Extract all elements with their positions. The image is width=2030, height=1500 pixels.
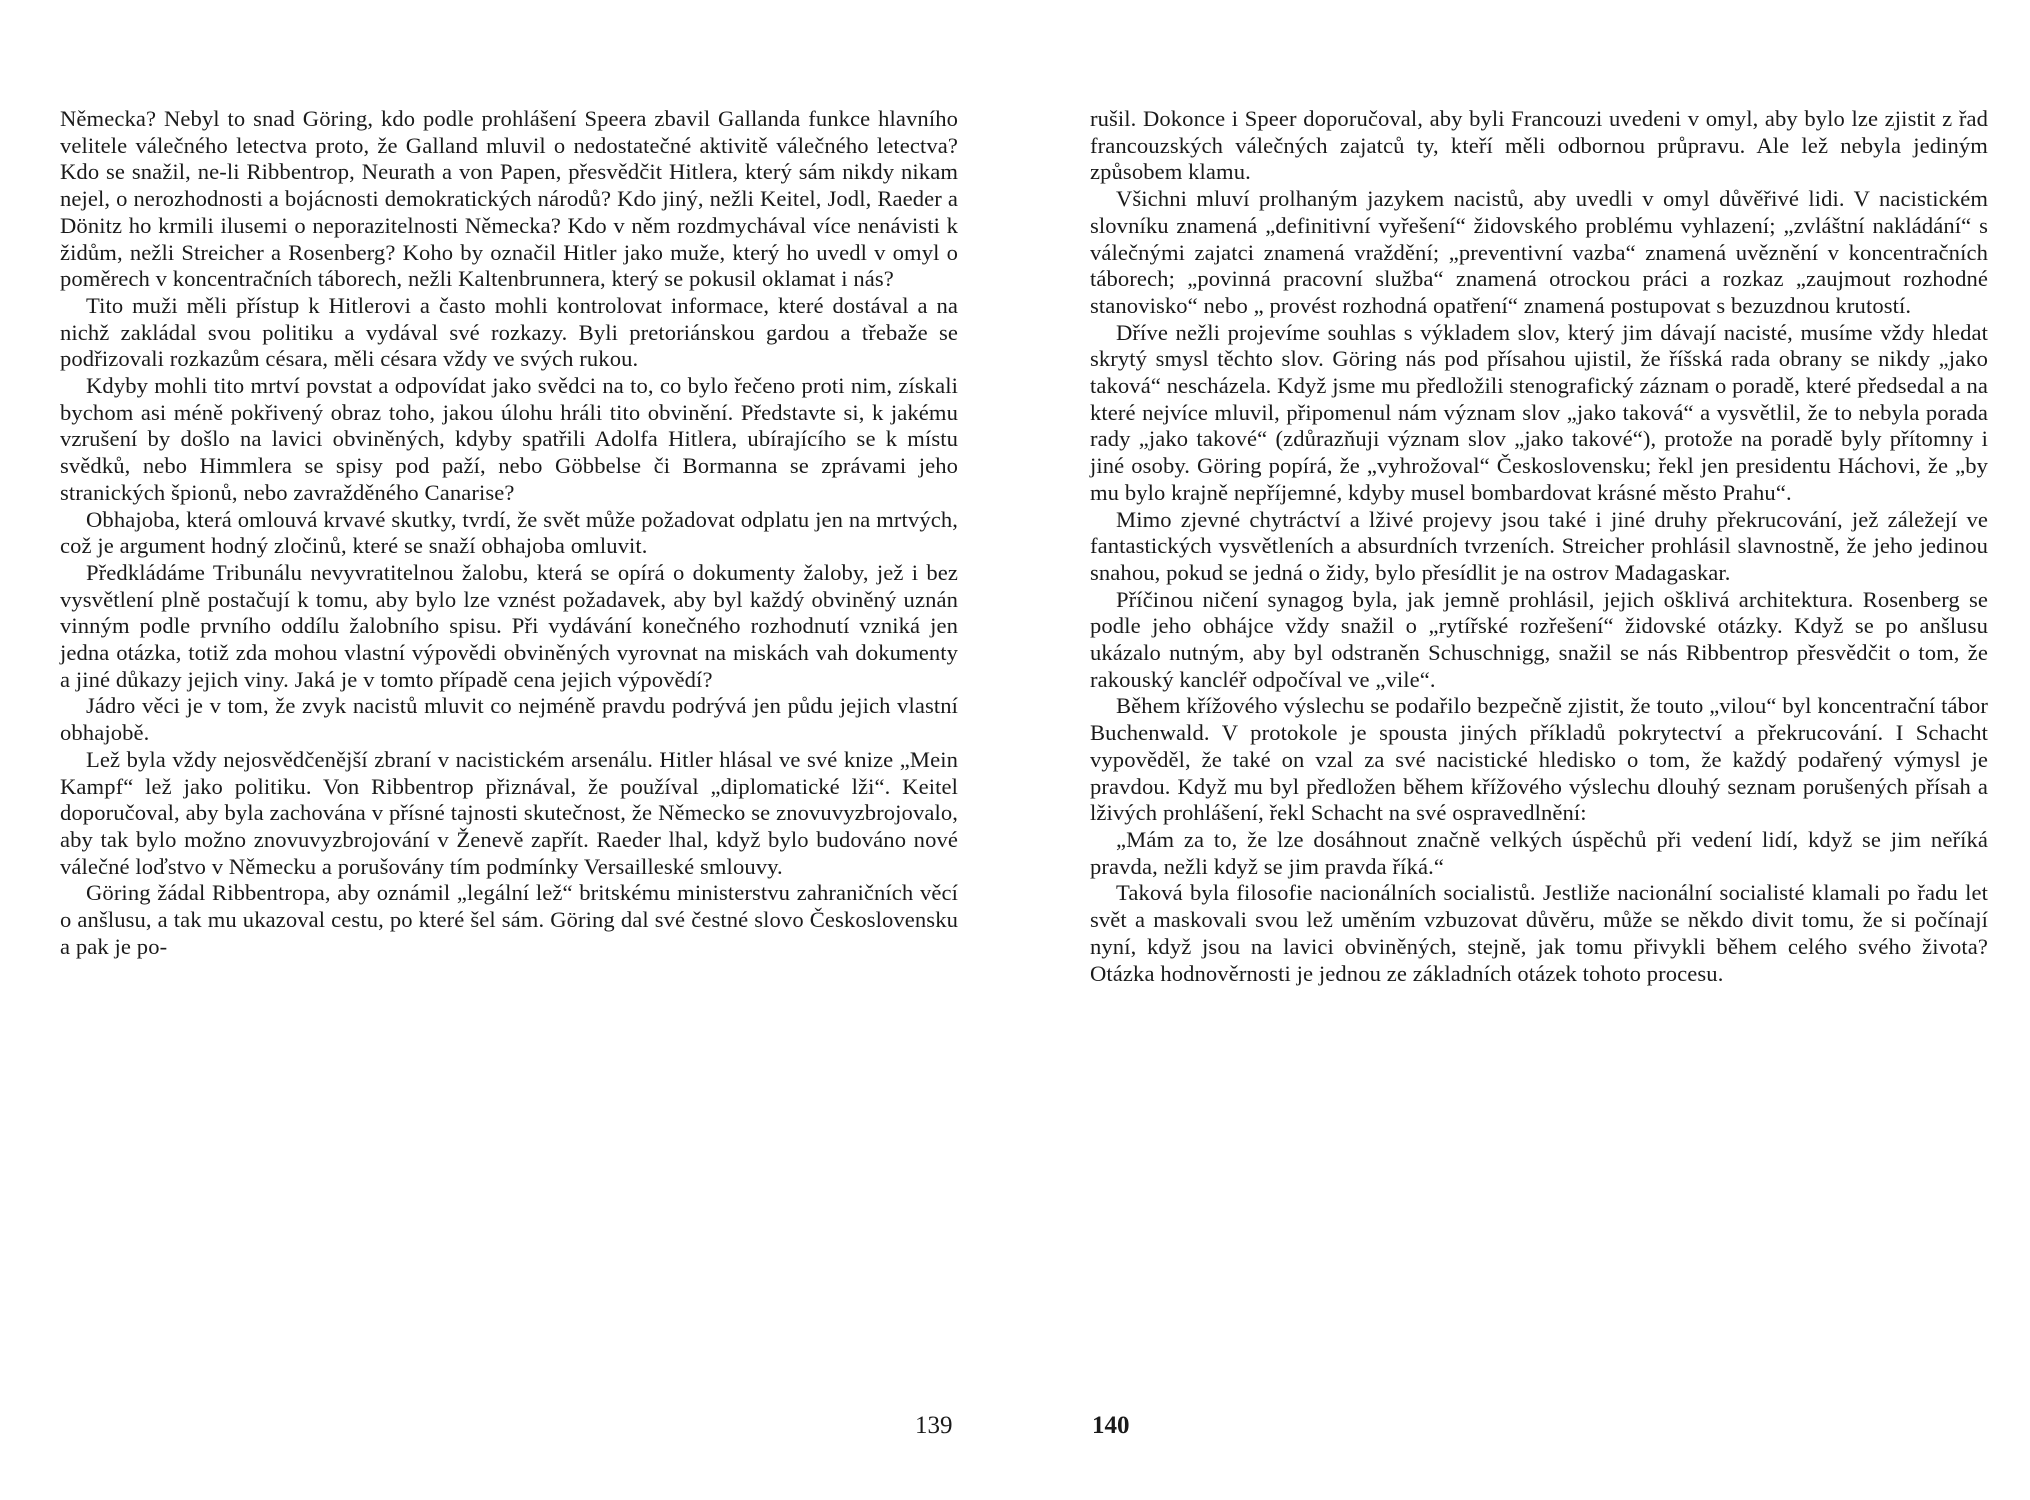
paragraph: Příčinou ničení synagog byla, jak jemně prohlásil, jejich ošklivá architektura. Rosenberg se podle jeho obhájce vždy snažil o „rytířské rozřešení“ židovské otázky. Když se po anšlusu ukázalo nutným, aby byl odstraněn Schuschnigg, snažil se nás Ribbentrop přesvědčit o tom, že rakouský kancléř odpočíval ve „vile“. (1090, 586, 1988, 692)
quotation-paragraph: „Mám za to, že lze dosáhnout značně velkých úspěchů při vedení lidí, když se jim neříká pravda, nežli když se jim pravda říká.“ (1090, 826, 1988, 879)
paragraph: Obhajoba, která omlouvá krvavé skutky, tvrdí, že svět může požadovat odplatu jen na mrtvých, což je argument hodný zločinů, které se snaží obhajoba omluvit. (60, 506, 958, 559)
paragraph: Všichni mluví prolhaným jazykem nacistů, aby uvedli v omyl důvěřivé lidi. V nacistickém slovníku znamená „definitivní vyřešení“ židovského problému vyhlazení; „zvláštní nakládání“ s válečnými zajatci znamená vraždění; „preventivní vazba“ znamená uvěznění v koncentračních táborech; „povinná pracovní služba“ znamená otrockou práci a rozkaz „zaujmout rozhodné stanovisko“ nebo „ provést rozhodná opatření“ znamená postupovat s bezuzdnou krutostí. (1090, 186, 1988, 318)
left-text-column (60, 106, 958, 961)
left-page (0, 0, 1000, 1500)
paragraph: Německa? Nebyl to snad Göring, kdo podle prohlášení Speera zbavil Gallanda funkce hlavního velitele válečného letectva proto, že Galland mluvil o nedostatečné aktivitě válečného letectva? Kdo se snažil, ne-li Ribbentrop, Neurath a von Papen, přesvědčit Hitlera, který sám nikdy nikam nejel, o nerozhodnosti a bojácnosti demokratických národů? Kdo jiný, nežli Keitel, Jodl, Raeder a Dönitz ho krmili ilusemi o neporazitelnosti Německa? Kdo v něm rozdmychával více nenávisti k židům, nežli Streicher a Rosenberg? Koho by označil Hitler jako muže, který ho uvedl v omyl o poměrech v koncentračních táborech, nežli Kaltenbrunnera, který se pokusil oklamat i nás? (60, 106, 958, 292)
paragraph: Lež byla vždy nejosvědčenější zbraní v nacistickém arsenálu. Hitler hlásal ve své knize „Mein Kampf“ lež jako politiku. Von Ribbentrop přiznával, že používal „diplomatické lži“. Keitel doporučoval, aby byla zachována v přísné tajnosti skutečnost, že Německo se znovuvyzbrojovalo, aby tak bylo možno znovuvyzbrojování v Ženevě zapřít. Raeder lhal, když bylo budováno nové válečné loďstvo v Německu a porušovány tím podmínky Versailleské smlouvy. (60, 746, 958, 879)
page-number: 140 (1092, 1412, 1130, 1439)
right-page (1000, 0, 2030, 1500)
paragraph: rušil. Dokonce i Speer doporučoval, aby byli Francouzi uvedeni v omyl, aby bylo lze zjistit z řad francouzských válečných zajatců ty, kteří měli odbornou průpravu. Ale lež nebyla jediným způsobem klamu. (1090, 106, 1988, 185)
paragraph: Jádro věci je v tom, že zvyk nacistů mluvit co nejméně pravdu podrývá jen půdu jejich vlastní obhajobě. (60, 693, 958, 746)
paragraph: Během křížového výslechu se podařilo bezpečně zjistit, že touto „vilou“ byl koncentrační tábor Buchenwald. V protokole je spousta jiných příkladů pokrytectví a překrucování. I Schacht vypověděl, že také on vzal za své nacistické hledisko o tom, že každý podařený výmysl je pravdou. Když mu byl předložen během křížového výslechu dlouhý seznam porušených přísah a lživých prohlášení, řekl Schacht na své ospravedlnění: (1090, 693, 1988, 826)
right-text-column (1090, 106, 1988, 987)
paragraph: Dříve nežli projevíme souhlas s výkladem slov, který jim dávají nacisté, musíme vždy hledat skrytý smysl těchto slov. Göring nás pod přísahou ujistil, že říšská rada obrany se nikdy „jako taková“ nescházela. Když jsme mu předložili stenografický záznam o poradě, které předsedal a na které nejvíce mluvil, připomenul nám význam slov „jako taková“ a vysvětlil, že to nebyla porada rady „jako takové“ (zdůrazňuji význam slov „jako takové“), protože na poradě byly přítomny i jiné osoby. Göring popírá, že „vyhrožoval“ Československu; řekl jen presidentu Háchovi, že „by mu bylo krajně nepříjemné, kdyby musel bombardovat krásné město Prahu“. (1090, 319, 1988, 505)
paragraph: Kdyby mohli tito mrtví povstat a odpovídat jako svědci na to, co bylo řečeno proti nim, získali bychom asi méně pokřivený obraz toho, jakou úlohu hráli tito obvinění. Představte si, k jakému vzrušení by došlo na lavici obviněných, kdyby spatřili Adolfa Hitlera, ubírajícího se k místu svědků, nebo Himmlera se spisy pod paží, nebo Göbbelse či Bormanna se zprávami jeho stranických špionů, nebo zavražděného Canarise? (60, 373, 958, 505)
paragraph: Tito muži měli přístup k Hitlerovi a často mohli kontrolovat informace, které dostával a na nichž zakládal svou politiku a vydával své rozkazy. Byli pretoriánskou gardou a třebaže se podřizovali rozkazům césara, měli césara vždy ve svých rukou. (60, 292, 958, 372)
paragraph: Předkládáme Tribunálu nevyvratitelnou žalobu, která se opírá o dokumenty žaloby, jež i bez vysvětlení plně postačují k tomu, aby bylo lze vznést požadavek, aby byl každý obviněný uznán vinným podle prvního oddílu žalobního spisu. Při vydávání konečného rozhodnutí vzniká jen jedna otázka, totiž zda mohou vlastní výpovědi obviněných vyrovnat na miskách vah dokumenty a jiné důkazy jejich viny. Jaká je v tomto případě cena jejich výpovědí? (60, 559, 958, 692)
paragraph: Göring žádal Ribbentropa, aby oznámil „legální lež“ britskému ministerstvu zahraničních věcí o anšlusu, a tak mu ukazoval cestu, po které šel sám. Göring dal své čestné slovo Československu a pak je po- (60, 880, 958, 959)
paragraph: Taková byla filosofie nacionálních socialistů. Jestliže nacionální socialisté klamali po řadu let svět a maskovali svou lež uměním vzbuzovat důvěru, může se někdo divit tomu, že si počínají nyní, když jsou na lavici obviněných, stejně, jak tomu přivykli během celého svého života? Otázka hodnověrnosti je jednou ze základních otázek tohoto procesu. (1090, 880, 1988, 986)
paragraph: Mimo zjevné chytráctví a lživé projevy jsou také i jiné druhy překrucování, jež záležejí ve fantastických vysvětleních a absurdních tvrzeních. Streicher prohlásil slavnostně, že jeho jedinou snahou, pokud se jedná o židy, bylo přesídlit je na ostrov Madagaskar. (1090, 506, 1988, 585)
page-number: 139 (915, 1412, 953, 1439)
